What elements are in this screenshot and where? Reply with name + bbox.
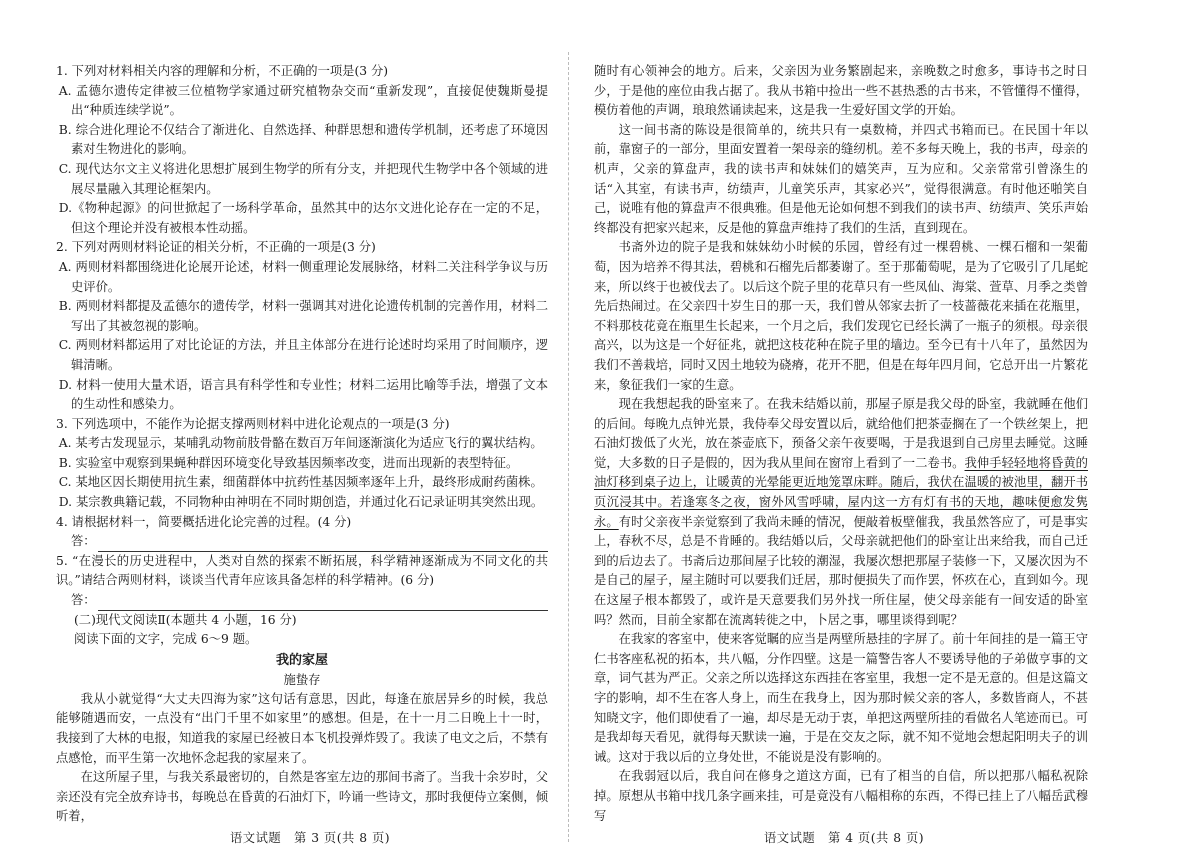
article-paragraph: 在我家的客室中，使来客觉瞩的应当是两壁所悬挂的字屏了。前十年间挂的是一篇王守仁书客座私祝的拓本，共八幅，分作四壁。这是一篇警告客人不要诱导他的子弟做亨事的文章，词气甚为严正。父亲之所以选择这东西挂在客室里，我想一定不是无意的。但是这篇文字的影响，却不生在客人身上，而生在我身上，因为那时候父亲的客人，多数皆商人，不甚知晓文字，他们即使看了一遍，却尽是无动于衷，单把这两壁所挂的看做名人笔迹而已。可是我却每天看见，就得每天默读一遍，于是在交友之际，就不知不觉地会想起阳明夫子的训诫。这对于我以后的立身处世，不能说是没有影响的。 — [594, 632, 1088, 764]
answer-label: 答： — [71, 593, 96, 608]
question-3-option-d: D. 某宗教典籍记载，不同物种由神明在不同时期创造，并通过化石记录证明其突然出现。 — [58, 495, 544, 510]
page-divider — [568, 52, 569, 842]
article-paragraph: 我从小就觉得“大丈夫四海为家”这句话有意思，因此，每逢在旅居异乡的时候，我总能够随遇而安，一点没有“出门千里不如家里”的感想。但是，在十一月二日晚上十一时，我接到了大林的电报，知道我的家屋已经被日本飞机投弹炸毁了。我读了电文之后，不禁有点感怆，而平生第一次地怀念起我的家屋来了。 — [56, 691, 548, 765]
article-paragraph: 在我弱冠以后，我自问在修身之道这方面，已有了相当的自信，所以把那八幅私祝除掉。原想从书箱中找几条字画来挂，可是竟没有八幅相称的东西，不得已挂上了八幅岳武穆写 — [594, 769, 1088, 823]
question-3-option-c: C. 某地区因长期使用抗生素，细菌群体中抗药性基因频率逐年上升，最终形成耐药菌株。 — [58, 475, 543, 490]
question-1-option-d: D.《物种起源》的问世掀起了一场科学革命，虽然其中的达尔文进化论存在一定的不足，但这个理论并没有被根本性动摇。 — [58, 201, 548, 235]
question-4-stem: 4. 请根据材料一，简要概括进化论完善的过程。(4 分) — [56, 514, 352, 529]
section-heading: (二)现代文阅读Ⅱ(本题共 4 小题，16 分) — [74, 612, 297, 627]
article-paragraph: 随时有心领神会的地方。后来，父亲因为业务繁剧起来，亲晚数之时愈多，事诗书之时日少，于是他的座位由我占据了。我从书箱中捡出一些不甚热悉的古书来，不管懂得不懂得，模仿着他的声调，琅琅然诵读起来，这是我一生爱好国文学的开始。 — [594, 64, 1088, 118]
article-author: 施蛰存 — [283, 672, 321, 687]
question-2-option-d: D. 材料一使用大量术语，语言具有科学性和专业性；材料二运用比喻等手法，增强了文本的生动性和感染力。 — [58, 377, 548, 412]
right-page — [594, 62, 1088, 826]
paragraph-text: 有时父亲夜半亲觉察到了我尚未睡的情况，便敲着板壁催我，我虽然答应了，可是事实上，春秋不尽，总是不肯睡的。我结婚以后，父母亲就把他们的卧室让出来给我，而自己迁到的后边去了。书斋后边那间屋子比较的潮湿，我屡次想把那屋子装修一下，又屡次因为不是自己的屋子，屋主随时可以要我们迁居，那时便损失了而作罢，怀疚在心，直到如今。现在这屋子根本都毁了，或许是天意要我们另外找一所住屋，使父母亲能有一间安适的卧室吗？然而，目前全家都在流离转徙之中，卜居之事，哪里谈得到呢？ — [594, 514, 1088, 627]
left-page — [56, 62, 548, 827]
article-paragraph: 在这所屋子里，与我关系最密切的，自然是客室左边的那间书斋了。当我十余岁时，父亲还没有完全放弃诗书，每晚总在昏黄的石油灯下，吟诵一些诗文，那时我便侍立案侧，倾听着， — [56, 770, 548, 824]
page-footer-left: 语文试题 第 3 页(共 8 页) — [230, 831, 391, 845]
article-paragraph-bedroom — [594, 395, 1088, 630]
question-3-option-a: A. 某考古发现显示，某哺乳动物前肢骨骼在数百万年间逐渐演化为适应飞行的翼状结构。 — [58, 436, 543, 451]
section-instruction: 阅读下面的文字，完成 6～9 题。 — [74, 632, 258, 647]
question-3-option-b: B. 实验室中观察到果蝇种群因环境变化导致基因频率改变，进而出现新的表型特征。 — [58, 455, 519, 470]
question-1-option-c: C. 现代达尔文主义将进化思想扩展到生物学的所有分支，并把现代生物学中各个领域的进展尽量融入其理论框架内。 — [58, 161, 548, 196]
question-5-stem: 5. “在漫长的历史进程中，人类对自然的探索不断拓展，科学精神逐渐成为不同文化的共识。”请结合两则材料，谈谈当代青年应该具备怎样的科学精神。(6 分) — [56, 553, 548, 588]
answer-line[interactable] — [98, 595, 548, 611]
question-2-option-a: A. 两则材料都围绕进化论展开论述，材料一侧重理论发展脉络，材料二关注科学争议与历史评价。 — [58, 259, 548, 294]
article-title: 我的家屋 — [275, 652, 328, 668]
question-3-stem: 3. 下列选项中，不能作为论据支撑两则材料中进化论观点的一项是(3 分) — [56, 416, 450, 431]
underlined-passage: 我伸手轻轻地将昏黄的油灯移到桌子边上，让暖黄的光晕能更近地笼罩床畔。随后，我伏在温暖的被池里，翻开书页沉浸其中。若逢寒冬之夜，窗外风雪呼啸，屋内这一方有灯有书的天地，趣味便愈发隽永。 — [594, 455, 1088, 529]
answer-label: 答： — [71, 534, 96, 549]
question-4-answer[interactable] — [56, 532, 548, 552]
question-1-option-a: A. 孟德尔遗传定律被三位植物学家通过研究植物杂交而“重新发现”，直接促使魏斯曼提出“种质连续学说”。 — [58, 83, 548, 118]
paragraph-text: 现在我想起我的卧室来了。在我未结婚以前，那屋子原是我父母的卧室，我就睡在他们的后间。每晚九点钟光景，我侍奉父母安置以后，就给他们把茶壶搁在了一个铁丝架上，把石油灯拨低了火光，放在茶壶底下，预备父亲午夜要喝，于是我退到自己房里去睡觉。这睡觉，大多数的日子是假的，因为我从里间在窗帘上看到了一二卷书。 — [594, 397, 1088, 470]
question-1-option-b: B. 综合进化理论不仅结合了渐进化、自然选择、种群思想和遗传学机制，还考虑了环境因素对生物进化的影响。 — [58, 122, 548, 157]
article-paragraph: 这一间书斋的陈设是很简单的，统共只有一桌数椅，并四式书箱而已。在民国十年以前，靠窗子的一部分，里面安置着一架母亲的缝纫机。差不多每天晚上，我的书声，母亲的机声，父亲的算盘声，我的读书声和妹妹们的嬉笑声，互为应和。父亲常常引曾涤生的话“入其室，有读书声，纺绩声，儿童笑乐声，其家必兴”，觉得很满意。有时他还啪笑自己，说唯有他的算盘声不很典雅。但是他无论如何想不到我们的读书声、纺绩声、笑乐声始终都没有把家兴起来，反是他的算盘声维持了我们的生活，直到现在。 — [594, 122, 1088, 235]
question-5-answer[interactable] — [56, 591, 548, 611]
answer-line[interactable] — [98, 536, 548, 552]
article-paragraph: 书斋外边的院子是我和妹妹幼小时候的乐园，曾经有过一棵碧桃、一棵石榴和一架葡萄，因为培养不得其法，碧桃和石榴先后都萎谢了。至于那葡萄呢，是为了它吸引了几尾蛇来，所以终于也被伐去了。以后这个院子里的花草只有一些凤仙、海棠、萱草、月季之类曾先后热闹过。在父亲四十岁生日的那一天，我们曾从邻家去折了一枝蔷薇花来插在花瓶里，不料那枝花竟在瓶里生长起来，一个月之后，我们发现它已经长满了一瓶子的须根。母亲很高兴，以为这是一个好征兆，就把这枝花种在院子里的墙边。至今已有十八年了，虽然因为我们不善栽培，同时又因土地较为硗瘠，花开不肥，但是在每年四月间，它总开出一片繁花来，象征我们一家的生意。 — [594, 240, 1088, 392]
question-2-option-c: C. 两则材料都运用了对比论证的方法，并且主体部分在进行论述时均采用了时间顺序，逻辑清晰。 — [58, 338, 548, 372]
page-footer-right: 语文试题 第 4 页(共 8 页) — [764, 831, 925, 845]
question-2-stem: 2. 下列对两则材料论证的相关分析，不正确的一项是(3 分) — [56, 240, 376, 255]
question-1-stem: 1. 下列对材料相关内容的理解和分析，不正确的一项是(3 分) — [56, 64, 389, 78]
question-2-option-b: B. 两则材料都提及孟德尔的遗传学，材料一强调其对进化论遗传机制的完善作用，材料二写出了其被忽视的影响。 — [58, 299, 548, 333]
